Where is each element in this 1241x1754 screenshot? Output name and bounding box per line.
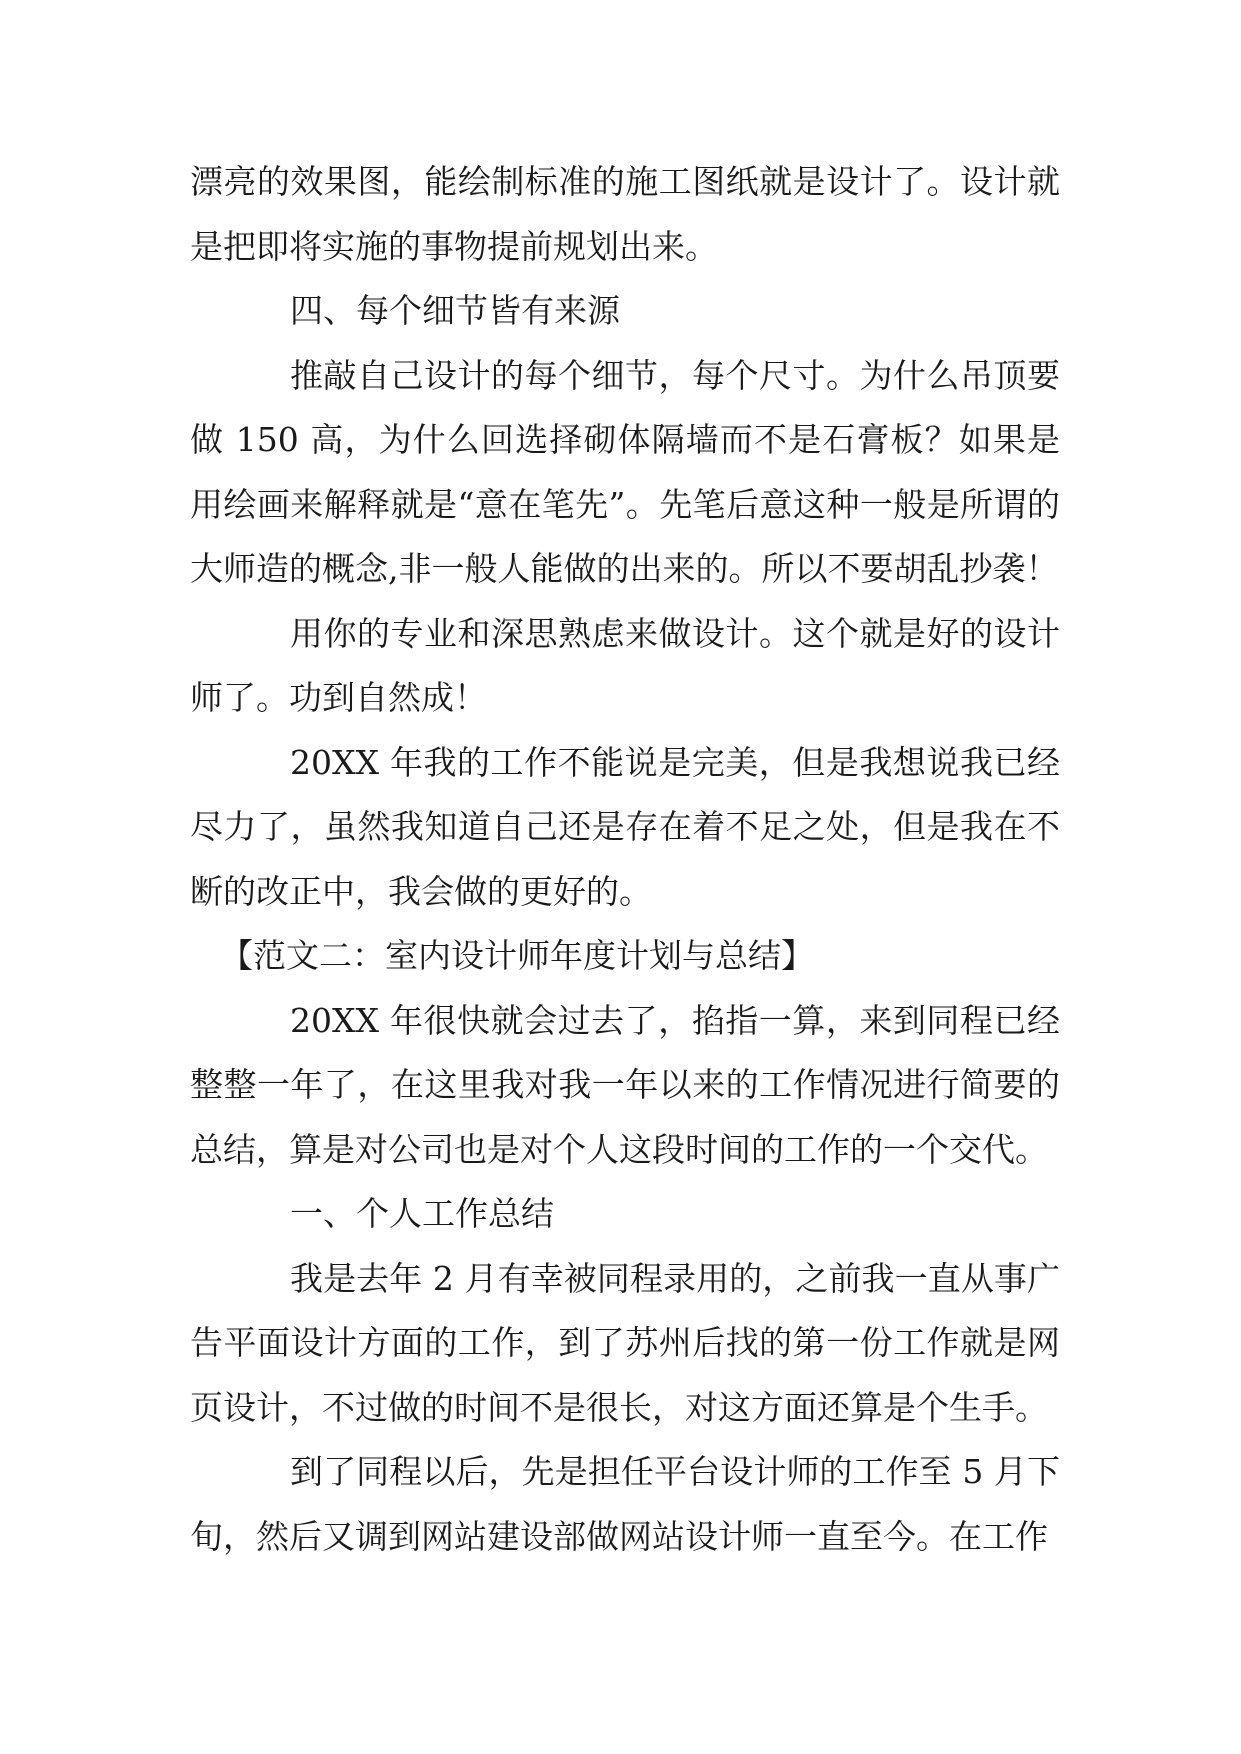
paragraph-details: 推敲自己设计的每个细节，每个尺寸。为什么吊顶要做 150 高，为什么回选择砌体隔墙而不是石膏板？如果是用绘画来解释就是“意在笔先”。先笔后意这种一般是所谓的大师造的概念,非一般人能做的出来的。所以不要胡乱抄袭！ xyxy=(190,355,1060,588)
paragraph-professional: 用你的专业和深思熟虑来做设计。这个就是好的设计师了。功到自然成！ xyxy=(190,613,1060,717)
paragraph-hired: 我是去年 2 月有幸被同程录用的，之前我一直从事广告平面设计方面的工作，到了苏州后找的第一份工作就是网页设计，不过做的时间不是很长，对这方面还算是个生手。 xyxy=(190,1258,1060,1427)
body-text xyxy=(190,150,1060,1569)
paragraph-continuation: 漂亮的效果图，能绘制标准的施工图纸就是设计了。设计就是把即将实施的事物提前规划出来。 xyxy=(190,162,1060,266)
paragraph-year-review: 20XX 年我的工作不能说是完美，但是我想说我已经尽力了，虽然我知道自己还是存在着不足之处，但是我在不断的改正中，我会做的更好的。 xyxy=(190,742,1060,911)
paragraph-role: 到了同程以后，先是担任平台设计师的工作至 5 月下旬，然后又调到网站建设部做网站设计师一直至今。在工作 xyxy=(190,1452,1060,1556)
section-heading-four: 四、每个细节皆有来源 xyxy=(290,291,620,330)
section-heading-one: 一、个人工作总结 xyxy=(290,1194,554,1233)
sample-two-title: 【范文二：室内设计师年度计划与总结】 xyxy=(220,936,814,975)
paragraph-intro: 20XX 年很快就会过去了，掐指一算，来到同程已经整整一年了，在这里我对我一年以来的工作情况进行简要的总结，算是对公司也是对个人这段时间的工作的一个交代。 xyxy=(190,1000,1060,1169)
